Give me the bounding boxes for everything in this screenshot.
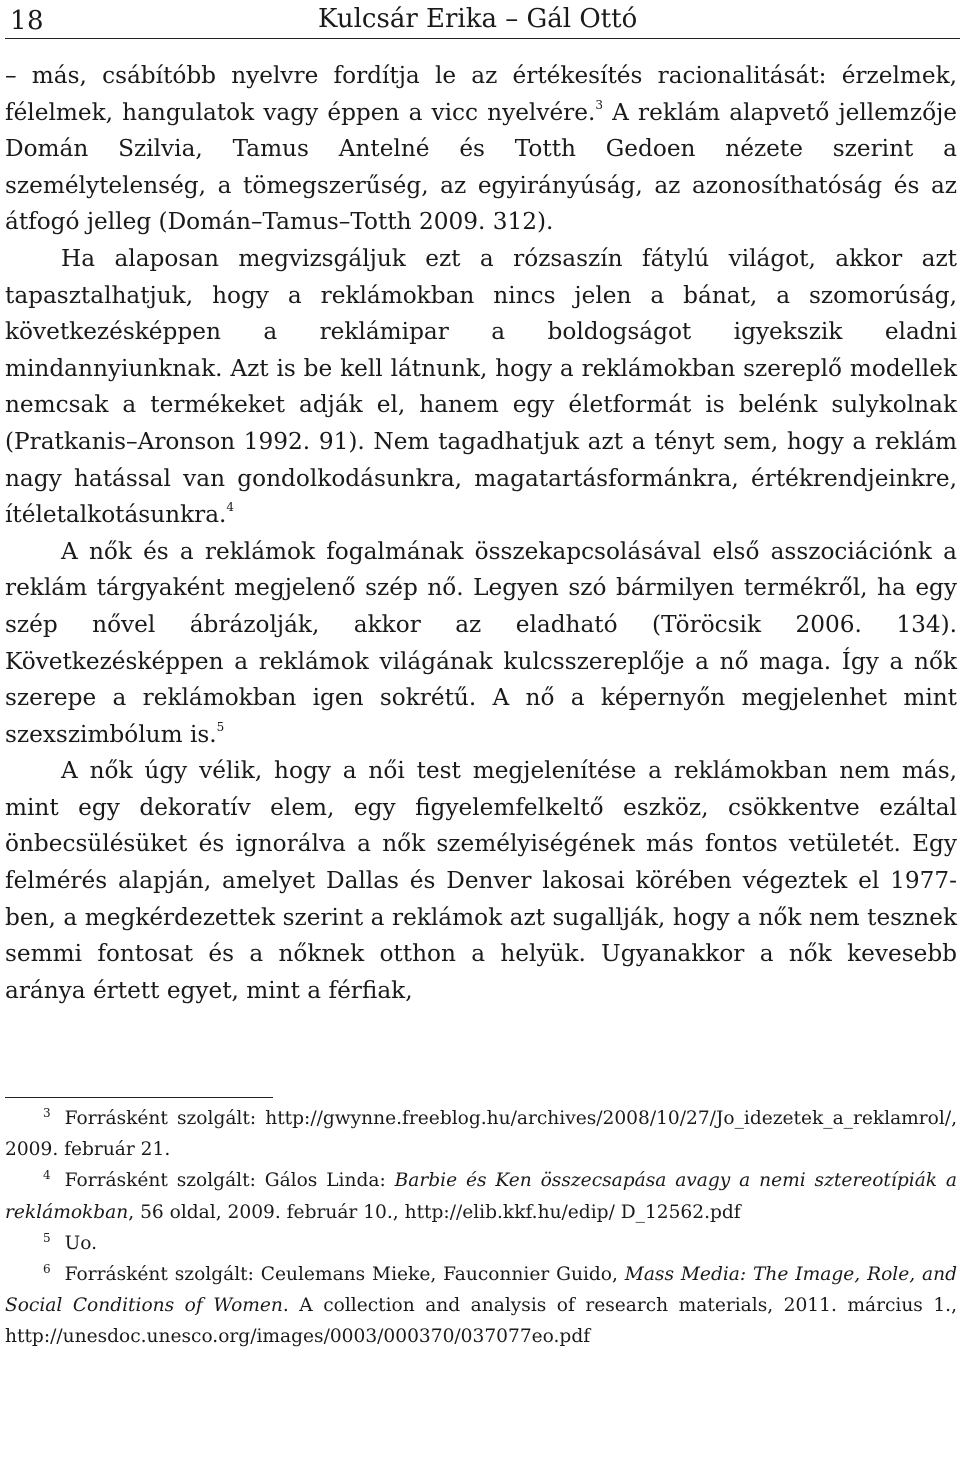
footnote-6 — [5, 1259, 957, 1353]
footnote-ref-3[interactable]: 3 — [595, 97, 603, 112]
footnote-4-text-b: , 56 oldal, 2009. február 10., http://elib.kkf.hu/edip/ D_12562.pdf — [128, 1201, 741, 1223]
footnote-6-number: 6 — [43, 1261, 51, 1276]
page-header — [0, 0, 960, 38]
paragraph-2-text: Ha alaposan megvizsgáljuk ezt a rózsaszín fátylú világot, akkor azt tapasztalhatjuk, hogy a reklámokban nincs jelen a bánat, a szomorúság, következésképpen a reklámipar a boldogságot igyekszik eladni mindannyiunknak. Azt is be kell látnunk, hogy a reklámokban szereplő modellek nemcsak a termékeket adják el, hanem egy életformát is belénk sulykolnak (Pratkanis–Aronson 1992. 91). Nem tagadhatjuk azt a tényt sem, hogy a reklám nagy hatással van gondolkodásunkra, magatartásformánkra, értékrendjeinkre, ítéletalkotásunkra. — [5, 244, 957, 529]
paragraph-2 — [5, 241, 957, 534]
footnote-4 — [5, 1165, 957, 1227]
footnote-5 — [5, 1228, 957, 1259]
footnote-4-title: Barbie és Ken összecsapása avagy a nemi sztereotípiák a reklámokban — [5, 1170, 958, 1223]
footnote-separator — [5, 1097, 273, 1098]
paragraph-4 — [5, 753, 957, 1009]
footnote-6-text-b: . A collection and analysis of research materials, 2011. március 1., http://unesdoc.unesco.org/images/0003/000370/037077eo.pdf — [5, 1295, 957, 1348]
page-number: 18 — [10, 6, 45, 36]
paragraph-3 — [5, 534, 957, 754]
footnotes-section — [5, 1103, 957, 1353]
footnote-3 — [5, 1103, 957, 1165]
main-body-text — [5, 58, 957, 1009]
paragraph-4-text: A nők úgy vélik, hogy a női test megjelenítése a reklámokban nem más, mint egy dekoratív elem, egy figyelemfelkeltő eszköz, csökkentve ezáltal önbecsülésüket és ignorálva a nők személyiségének más fontos vetületét. Egy felmérés alapján, amelyet Dallas és Denver lakosai körében végeztek el 1977-ben, a megkérdezettek szerint a reklámok azt sugallják, hogy a nők nem tesznek semmi fontosat és a nőknek otthon a helyük. Ugyanakkor a nők kevesebb aránya értett egyet, mint a férfiak, — [5, 757, 957, 1004]
paragraph-1-text-a: – más, csábítóbb nyelvre fordítja le az értékesítés racionalitását: érzelmek, félelmek, hangulatok vagy éppen a vicc nyelvére. — [5, 62, 957, 126]
footnote-4-number: 4 — [43, 1168, 51, 1183]
footnote-5-number: 5 — [43, 1230, 51, 1245]
footnote-5-text: Uo. — [64, 1232, 98, 1254]
header-rule — [5, 38, 960, 39]
footnote-4-text-a: Forrásként szolgált: Gálos Linda: — [64, 1170, 395, 1192]
footnote-ref-4[interactable]: 4 — [226, 500, 235, 515]
paragraph-1-text-b: A reklám alapvető jellemzője Domán Szilvia, Tamus Antelné és Totth Gedoen nézete szerint a személytelenség, a tömegszerűség, az egyirányúság, az azonosíthatóság és az átfogó jelleg (Domán–Tamus–Totth 2009. 312). — [5, 98, 957, 236]
footnote-ref-5[interactable]: 5 — [216, 719, 225, 734]
paragraph-1 — [5, 58, 957, 241]
footnote-3-text: Forrásként szolgált: http://gwynne.freeblog.hu/archives/2008/10/27/Jo_idezetek_a_reklamrol/, 2009. február 21. — [5, 1108, 957, 1161]
running-head-authors: Kulcsár Erika – Gál Ottó — [318, 4, 638, 34]
footnote-6-title: Mass Media: The Image, Role, and Social Conditions of Women — [5, 1264, 957, 1317]
paragraph-3-text: A nők és a reklámok fogalmának összekapcsolásával első asszociációnk a reklám tárgyaként megjelenő szép nő. Legyen szó bármilyen termékről, ha egy szép nővel ábrázolják, akkor az eladható (Töröcsik 2006. 134). Következésképpen a reklámok világának kulcsszereplője a nő maga. Így a nők szerepe a reklámokban igen sokrétű. A nő a képernyőn megjelenhet mint szexszimbólum is. — [5, 537, 957, 748]
footnote-6-text-a: Forrásként szolgált: Ceulemans Mieke, Fauconnier Guido, — [64, 1264, 625, 1286]
footnote-3-number: 3 — [43, 1105, 51, 1120]
